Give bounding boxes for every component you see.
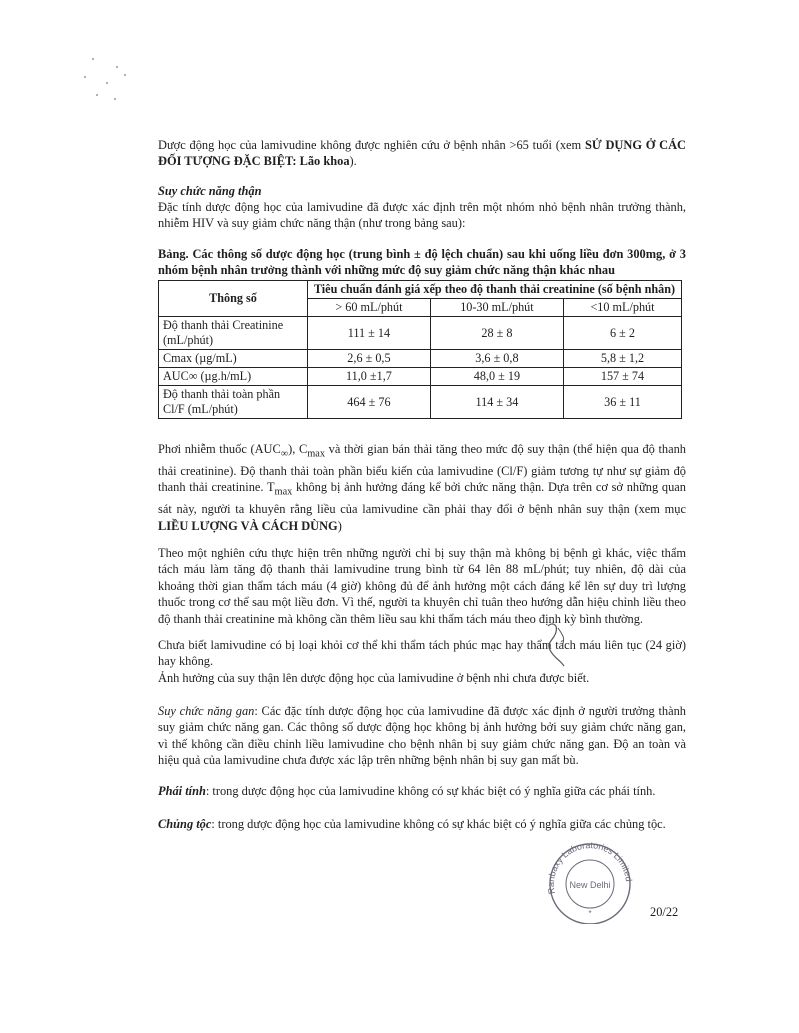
col-header: <10 mL/phút [563,299,681,317]
gender-heading: Phái tính [158,784,206,798]
seal-ring-text: Ranbaxy Laboratories Limited [545,840,634,895]
value-cell: 111 ± 14 [308,317,431,350]
group-header: Tiêu chuẩn đánh giá xếp theo độ thanh thải creatinine (số bệnh nhân) [308,281,682,299]
param-cell: Độ thanh thải Creatinine (mL/phút) [159,317,308,350]
handwritten-signature-icon [538,620,578,668]
page-number: 20/22 [650,905,679,919]
value-cell: 114 ± 34 [430,386,563,419]
race-heading: Chủng tộc [158,817,212,831]
scan-speckles [78,56,138,106]
pediatric-renal-paragraph: Ảnh hưởng của suy thận lên dược động học của lamivudine ở bệnh nhi chưa được biết. [158,671,590,685]
param-cell: Độ thanh thải toàn phần Cl/F (mL/phút) [159,386,308,419]
value-cell: 36 ± 11 [563,386,681,419]
value-cell: 464 ± 76 [308,386,431,419]
intro-paragraph: Dược động học của lamivudine không được nghiên cứu ở bệnh nhân >65 tuổi (xem SỬ DỤNG Ở CÁC ĐỐI TƯỢNG ĐẶC BIỆT: Lão khoa). [158,138,686,169]
table-row [159,368,682,386]
table-caption: Bảng. Các thông số dược động học (trung bình ± độ lệch chuẩn) sau khi uống liều đơn 300mg, ở 3 nhóm bệnh nhân trưởng thành với những mức độ suy giảm chức năng thận khác nhau [158,247,686,278]
pk-table [158,280,682,419]
table-row [159,350,682,368]
dialysis-unknown-paragraph: Chưa biết lamivudine có bị loại khỏi cơ thể khi thẩm tách phúc mạc hay thẩm tách máu liên tục (24 giờ) hay không. [158,638,686,669]
table-row [159,317,682,350]
dialysis-paragraph: Theo một nghiên cứu thực hiện trên những người chỉ bị suy thận mà không bị bệnh gì khác, việc thẩm tách máu làm tăng độ thanh thải lamivudine trung bình từ 64 lên 88 mL/phút; tuy nhiên, độ dài của khoảng thời gian thẩm tách máu (4 giờ) không đủ để ảnh hưởng một cách đáng kể lên sự duy trì lượng thuốc trong cơ thể sau một liều đơn. Vì thế, người ta khuyên chỉ tuân theo hướng dẫn hiệu chỉnh liều theo độ thanh thải creatinine mà không cần thêm liều sau khi thẩm tách máu theo định kỳ bình thường. [158,546,686,626]
company-seal-icon [540,838,640,924]
value-cell: 48,0 ± 19 [430,368,563,386]
table-header-row [159,281,682,299]
value-cell: 3,6 ± 0,8 [430,350,563,368]
seal-star-icon: * [588,909,592,918]
value-cell: 6 ± 2 [563,317,681,350]
renal-paragraph: Đặc tính dược động học của lamivudine đã được xác định trên một nhóm nhỏ bệnh nhân trưởng thành, nhiễm HIV và suy giảm chức năng thận (như trong bảng sau): [158,200,686,231]
table-row [159,386,682,419]
col-header: > 60 mL/phút [308,299,431,317]
hepatic-paragraph: Suy chức năng gan: Các đặc tính dược động học của lamivudine đã được xác định ở người trưởng thành suy giảm chức năng gan. Các thông số dược động học không bị ảnh hưởng bởi suy giảm chức năng gan, vì thế không cần điều chỉnh liều lamivudine cho bệnh nhân bị suy giảm chức năng gan. Độ an toàn và hiệu quả của lamivudine chưa được xác lập trên những bệnh nhân bị suy gan mất bù. [158,704,686,768]
race-paragraph: Chủng tộc: trong dược động học của lamivudine không có sự khác biệt có ý nghĩa giữa các chủng tộc. [158,817,666,831]
col-header: 10-30 mL/phút [430,299,563,317]
exposure-paragraph: Phơi nhiễm thuốc $(AUC_\infty)$, $C_{max}$ và thời gian bán thải tăng theo mức độ suy thận (thể hiện qua độ thanh thải creatinine). Độ thanh thải toàn phần biểu kiến của lamivudine (Cl/F) giảm tương tự như sự giảm độ thanh thải creatinine. $T_{max}$ không bị ảnh hưởng đáng kể bởi chức năng thận. Dựa trên cơ sở những quan sát này, người ta khuyên rằng liều của lamivudine cần phải thay đổi ở bệnh nhân suy thận (xem mục LIỀU LƯỢNG VÀ CÁCH DÙNG) [158,442,686,533]
value-cell: 5,8 ± 1,2 [563,350,681,368]
value-cell: 157 ± 74 [563,368,681,386]
value-cell: 28 ± 8 [430,317,563,350]
param-header: Thông số [159,281,308,317]
param-cell: AUC∞ (µg.h/mL) [159,368,308,386]
hepatic-heading: Suy chức năng gan [158,704,255,718]
value-cell: 11,0 ±1,7 [308,368,431,386]
renal-heading: Suy chức năng thận [158,184,262,198]
seal-center-text: New Delhi [569,880,611,890]
gender-paragraph: Phái tính: trong dược động học của lamivudine không có sự khác biệt có ý nghĩa giữa các phái tính. [158,784,656,798]
param-cell: Cmax (µg/mL) [159,350,308,368]
value-cell: 2,6 ± 0,5 [308,350,431,368]
